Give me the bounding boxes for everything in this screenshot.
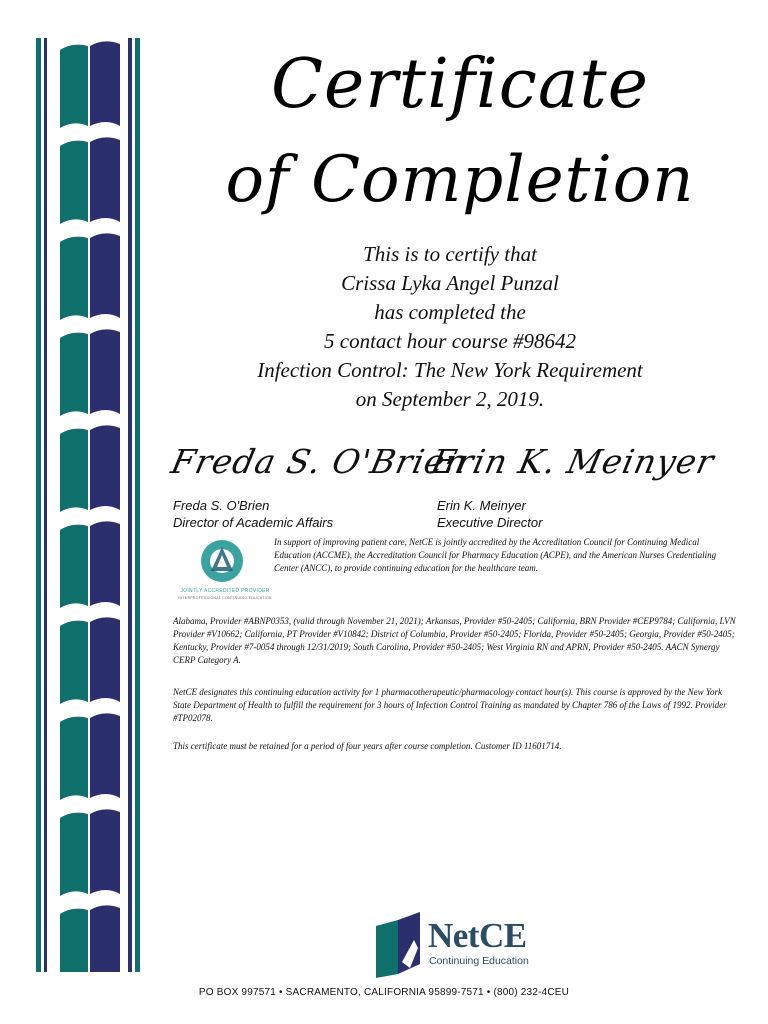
brand-tagline: Continuing Education <box>429 955 529 967</box>
border-book-right <box>90 233 120 318</box>
border-book-right <box>90 137 120 222</box>
border-book-left <box>60 717 88 800</box>
border-book-right <box>90 809 120 894</box>
border-book-right <box>90 41 120 126</box>
certify-intro: This is to certify that <box>363 242 537 266</box>
retention-text: This certificate must be retained for a period of four years after course completion. Customer ID 11601714. <box>173 741 562 751</box>
course-number: 5 contact hour course #98642 <box>324 329 576 353</box>
border-book-left <box>60 141 88 224</box>
netce-logo-icon <box>374 912 426 978</box>
border-book-right <box>90 425 120 510</box>
border-book-left <box>60 333 88 416</box>
jaa-subcaption: INTERPROFESSIONAL CONTINUING EDUCATION <box>178 596 272 600</box>
signer-2 <box>437 497 542 531</box>
border-book-right <box>90 329 120 414</box>
signer-1 <box>173 497 333 531</box>
border-book-right <box>90 905 120 972</box>
border-book-right <box>90 713 120 798</box>
signer-name: Freda S. O'Brien <box>173 498 270 513</box>
completion-date: on September 2, 2019. <box>355 387 545 411</box>
recipient-name: Crissa Lyka Angel Punzal <box>341 271 559 295</box>
certification-statement <box>200 240 700 414</box>
signature-freda-obrien: Freda S. O'Brien <box>167 442 472 481</box>
certificate-title-line1: Certificate <box>271 45 649 124</box>
border-book-left <box>60 429 88 512</box>
designation-text: NetCE designates this continuing education activity for 1 pharmacotherapeutic/pharmacology contact hour(s). This course is approved by the New York State Department of Health to fulfill the requirement for 3 hours of Infection Control Training as mandated by Chapter 786 of the Laws of 1992. Provider #TP02078. <box>173 687 727 723</box>
border-book-left <box>60 909 88 972</box>
state-providers-text: Alabama, Provider #ABNP0353, (valid through November 21, 2021); Arkansas, Provider #50-2405; California, BRN Provider #CEP9784; California, LVN Provider #V10662; California, PT Provider #V10842; District of Columbia, Provider #50-2405; Florida, Provider #50-2405; Georgia, Provider #50-2405; Kentucky, Provider #7-0054 through 12/31/2019; South Carolina, Provider #50-2405; West Virginia RN and APRN, Provider #50-2405. AACN Synergy CERP Category A. <box>173 616 736 665</box>
border-stripe <box>44 38 47 972</box>
certificate-title-line2: of Completion <box>225 143 695 217</box>
signer-name: Erin K. Meinyer <box>437 498 526 513</box>
border-book-left <box>60 525 88 608</box>
jaa-caption: JOINTLY ACCREDITED PROVIDER <box>180 588 270 594</box>
border-stripe <box>135 38 140 972</box>
border-book-left <box>60 45 88 128</box>
border-book-left <box>60 813 88 896</box>
signature-erin-meinyer: Erin K. Meinyer <box>427 442 719 481</box>
border-book-right <box>90 521 120 606</box>
border-book-left <box>60 237 88 320</box>
signer-title: Executive Director <box>437 515 543 530</box>
decorative-border <box>36 38 141 972</box>
completed-text: has completed the <box>374 300 526 324</box>
border-book-left <box>60 621 88 704</box>
mailing-address-footer: PO BOX 997571 • SACRAMENTO, CALIFORNIA 95899-7571 • (800) 232-4CEU <box>198 987 570 998</box>
border-stripe <box>128 38 132 972</box>
border-book-right <box>90 617 120 702</box>
course-title: Infection Control: The New York Requirement <box>257 358 643 382</box>
signer-title: Director of Academic Affairs <box>173 515 334 530</box>
border-stripe <box>36 38 41 972</box>
accreditation-statement: In support of improving patient care, NetCE is jointly accredited by the Accreditation Council for Continuing Medical Education (ACCME), the Accreditation Council for Pharmacy Education (ACPE), and the American Nurses Credentialing Center (ANCC), to provide continuing education for the healthcare team. <box>274 537 717 573</box>
brand-name: NetCE <box>428 916 527 955</box>
